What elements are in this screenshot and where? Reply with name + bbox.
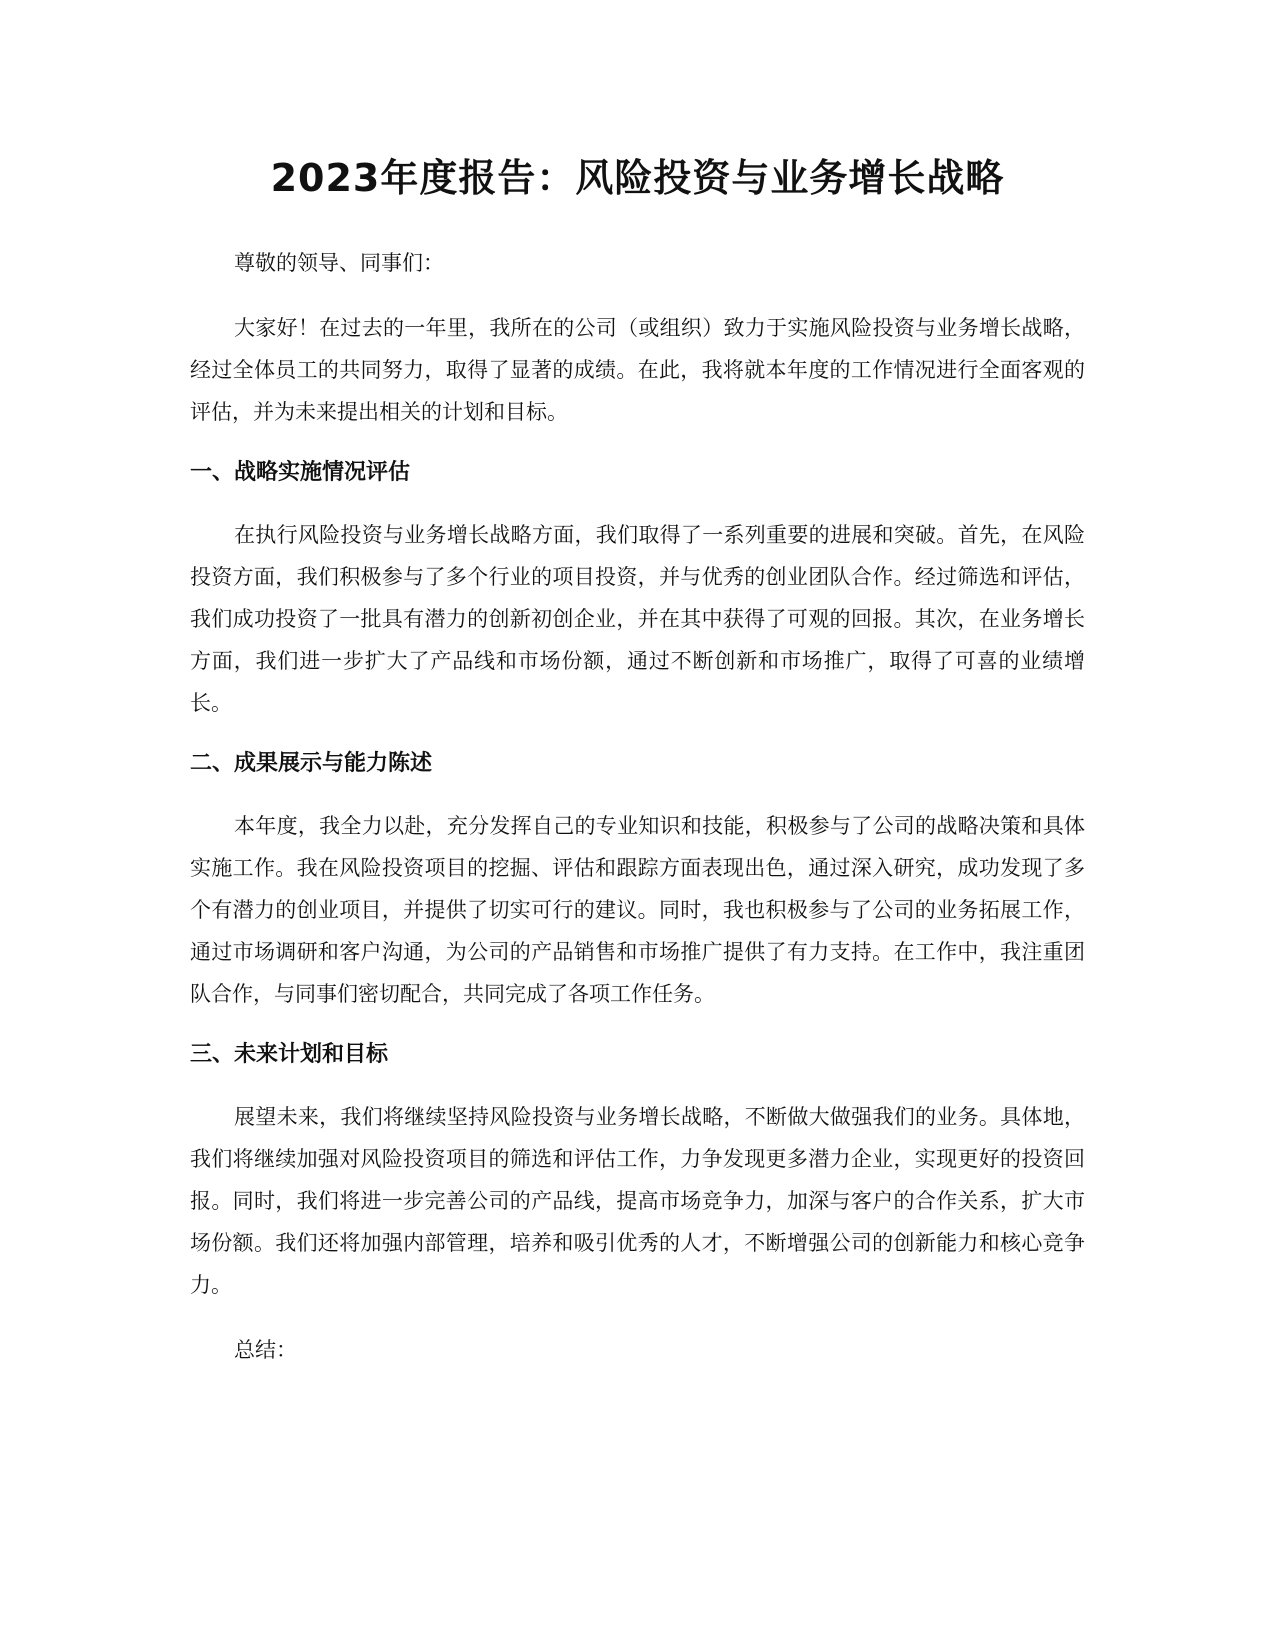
- document-title: 2023年度报告：风险投资与业务增长战略: [270, 156, 1005, 200]
- intro-paragraph: 大家好！在过去的一年里，我所在的公司（或组织）致力于实施风险投资与业务增长战略，经过全体员工的共同努力，取得了显著的成绩。在此，我将就本年度的工作情况进行全面客观的评估，并为未来提出相关的计划和目标。: [190, 316, 1085, 424]
- section-heading-strategy-evaluation: 一、战略实施情况评估: [190, 460, 411, 485]
- section-heading-achievements: 二、成果展示与能力陈述: [190, 751, 433, 776]
- section-body-achievements: 本年度，我全力以赴，充分发挥自己的专业知识和技能，积极参与了公司的战略决策和具体实施工作。我在风险投资项目的挖掘、评估和跟踪方面表现出色，通过深入研究，成功发现了多个有潜力的创业项目，并提供了切实可行的建议。同时，我也积极参与了公司的业务拓展工作，通过市场调研和客户沟通，为公司的产品销售和市场推广提供了有力支持。在工作中，我注重团队合作，与同事们密切配合，共同完成了各项工作任务。: [190, 814, 1085, 1006]
- section-body-strategy-evaluation: 在执行风险投资与业务增长战略方面，我们取得了一系列重要的进展和突破。首先，在风险投资方面，我们积极参与了多个行业的项目投资，并与优秀的创业团队合作。经过筛选和评估，我们成功投资了一批具有潜力的创新初创企业，并在其中获得了可观的回报。其次，在业务增长方面，我们进一步扩大了产品线和市场份额，通过不断创新和市场推广，取得了可喜的业绩增长。: [190, 523, 1085, 715]
- section-body-future-plans: 展望未来，我们将继续坚持风险投资与业务增长战略，不断做大做强我们的业务。具体地，我们将继续加强对风险投资项目的筛选和评估工作，力争发现更多潜力企业，实现更好的投资回报。同时，我们将进一步完善公司的产品线，提高市场竞争力，加深与客户的合作关系，扩大市场份额。我们还将加强内部管理，培养和吸引优秀的人才，不断增强公司的创新能力和核心竞争力。: [190, 1105, 1085, 1297]
- section-heading-future-plans: 三、未来计划和目标: [190, 1042, 389, 1067]
- closing-paragraph: 总结：: [234, 1338, 297, 1362]
- greeting-paragraph: 尊敬的领导、同事们：: [234, 251, 444, 275]
